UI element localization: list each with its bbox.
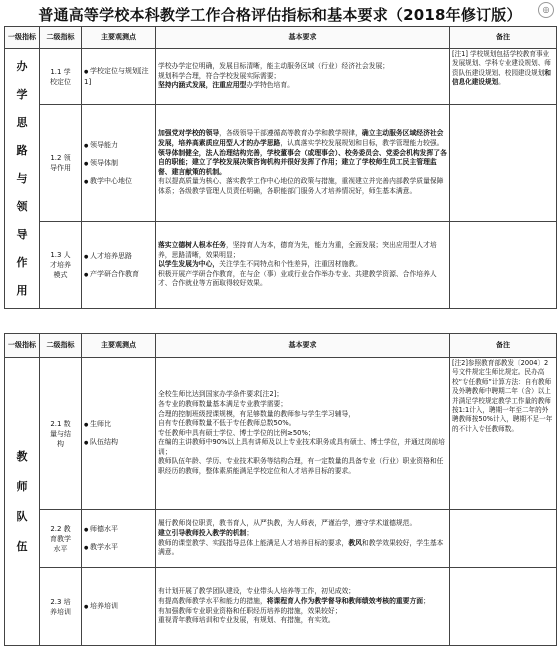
requirements-cell	[156, 105, 450, 222]
bullet-icon: ●	[84, 271, 90, 278]
document-title: 普通高等学校本科教学工作合格评估指标和基本要求（2018年修订版）	[38, 6, 522, 24]
remarks-cell	[450, 222, 557, 309]
text-run: 有加强教师专业职业资格和任职经历培养的措施，效果较好；	[158, 606, 342, 615]
requirement-line	[158, 587, 447, 597]
header-level1: 一级指标	[5, 27, 40, 49]
text-run: 合理的控制班级授课规模，有足够数量的教师参与学生学习辅导，	[158, 409, 356, 418]
requirement-line	[158, 429, 447, 439]
observation-point	[84, 267, 153, 282]
text-run: 教师的课堂教学、实践指导总体上能满足人才培养目标的要求，	[158, 538, 349, 547]
text-run: 教师队伍年龄、学历、专业技术职务等结构合理，有一定数量的具备专业（行业）职业资格和任职经历的教师，整体素质能满足学校定位和人才培养目标的要求。	[158, 457, 444, 476]
text-run: 重视青年教师培训和专业发展，有规划、有措施，有实效。	[158, 616, 335, 625]
observation-point	[84, 64, 153, 89]
text-run: 加强党对学校的领导	[158, 129, 220, 138]
text-run: ，各级领导干部遵循高等教育办学和教学规律，	[219, 129, 362, 138]
observation-point	[84, 435, 153, 450]
text-run: 各专业的教师数量基本满足专业教学需要；	[158, 399, 288, 408]
bullet-icon: ●	[84, 69, 90, 75]
level2-label: 1.3 人才培养模式	[50, 251, 71, 279]
observation-point	[84, 540, 153, 555]
requirement-line	[158, 539, 447, 558]
table-header-row	[5, 27, 557, 49]
requirements-cell	[156, 568, 450, 646]
requirements-cell	[156, 510, 450, 568]
table-row	[5, 49, 557, 105]
header-remarks: 备注	[450, 334, 557, 358]
remark-text	[452, 50, 554, 88]
point-label: 领导能力	[89, 140, 118, 149]
text-run: 办学特色培育。	[246, 81, 294, 90]
text-run: ；	[246, 528, 254, 537]
bullet-icon: ●	[84, 440, 90, 446]
text-run: ，认真落实学校发展规划和目标，教学管理能力较强。	[280, 139, 444, 148]
point-label: 培养培训	[89, 602, 118, 610]
remarks-cell	[450, 49, 557, 105]
point-label: 师德水平	[89, 525, 118, 533]
text-run: [注1] 学校规划包括学校教育事业发展规划、学科专业建设规划、师资队伍建设规划、校园建设规划	[452, 50, 551, 77]
observation-point	[84, 138, 153, 153]
observation-point	[84, 417, 153, 432]
observation-point	[84, 599, 153, 614]
requirement-line	[158, 390, 447, 400]
text-run: ；	[423, 596, 430, 605]
requirement-line	[158, 529, 447, 539]
header-level1: 一级指标	[5, 334, 40, 358]
point-label: 教学水平	[89, 543, 118, 551]
level2-label: 2.2 教育教学水平	[50, 524, 71, 553]
point-label: 学校定位与规划[注1]	[84, 67, 149, 86]
requirement-line	[158, 129, 447, 148]
level2-indicator	[40, 49, 82, 105]
observation-points	[82, 358, 156, 510]
table-row	[5, 510, 557, 568]
level2-label: 2.1 数量与结构	[50, 419, 71, 448]
text-run: 全校生师比达到国家办学条件要求[注2]；	[158, 390, 284, 399]
observation-point	[84, 156, 153, 171]
text-run: 建立引导教师投入教学的机制	[158, 528, 247, 537]
seal-icon: ◎	[538, 2, 554, 18]
level1-label: 教师队伍	[16, 449, 28, 553]
remarks-cell	[450, 105, 557, 222]
level1-indicator	[5, 49, 40, 309]
requirement-line	[158, 519, 447, 529]
requirement-line	[158, 241, 447, 260]
text-run: 有以提高质量为核心、落实教学工作中心地位的政策与措施，重视建立并完善内部教学质量保障体系；各级教学管理人员责任明确，各职能部门服务人才培养情况好，师生基本满意。	[158, 177, 444, 195]
point-label: 领导体制	[89, 158, 118, 167]
requirement-line	[158, 260, 447, 270]
observation-points	[82, 222, 156, 309]
observation-points	[82, 568, 156, 646]
requirement-line	[158, 419, 447, 429]
bullet-icon: ●	[84, 545, 90, 551]
bullet-icon: ●	[84, 142, 90, 149]
text-run: 学校办学定位明确，发展目标清晰，能主动服务区域（行业）经济社会发展；	[158, 62, 390, 71]
table-row	[5, 568, 557, 646]
text-run: 有计划开展了教学团队建设，专业带头人培养等工作，初见成效；	[158, 587, 356, 596]
text-run: ，坚持育人为本，德育为先，能力为重，全面发展；突出应用型人才培养，思路清晰，效果明显；	[158, 241, 437, 259]
requirement-line	[158, 72, 447, 82]
requirement-line	[158, 457, 447, 476]
text-run: 领导体制健全，法人治理结构完善，学校董事会（或理事会）、校务委员会、党委会机构发挥了各自的职能；建立了学校发展决策咨询机构并很好发挥了作用；建立了学校师生员工民主管理监督、建言献策的机制。	[158, 148, 447, 176]
requirement-line	[158, 410, 447, 420]
text-run: 自有专任教师数量不低于专任教师总数50%。	[158, 419, 296, 428]
point-label: 生师比	[89, 420, 111, 428]
requirement-line	[158, 270, 447, 289]
header-remarks: 备注	[450, 27, 557, 49]
remarks-cell	[450, 510, 557, 568]
text-run: 和信息化建设规划	[452, 68, 551, 87]
requirement-line	[158, 400, 447, 410]
table-row	[5, 105, 557, 222]
header-points: 主要观测点	[82, 27, 156, 49]
text-run: 确立主动服务区域经济社会发展，培养高素质应用型人才的办学思路	[158, 129, 444, 148]
point-label: 产学研合作教育	[89, 269, 139, 278]
observation-points	[82, 510, 156, 568]
text-run: 落实立德树人根本任务	[158, 241, 226, 250]
requirements-cell	[156, 49, 450, 105]
text-run: 在编的主讲教师中90%以上具有讲师及以上专业技术职务或具有硕士、博士学位，并通过岗前培训；	[158, 438, 445, 456]
level2-indicator	[40, 105, 82, 222]
requirement-line	[158, 62, 447, 72]
bullet-icon: ●	[84, 178, 90, 185]
level1-indicator	[5, 358, 40, 646]
point-label: 人才培养思路	[89, 251, 132, 260]
text-run: 履行教师岗位职责，教书育人，从严执教，为人师表，严谨治学，遵守学术道德规范。	[158, 519, 417, 528]
text-run: 将课程育人作为教学督导和教师绩效考核的重要方面	[266, 596, 424, 605]
text-run: 和教学效果较好，学生基本满意。	[158, 538, 444, 557]
observation-points	[82, 49, 156, 105]
level2-indicator	[40, 358, 82, 510]
header-level2: 二级指标	[40, 27, 82, 49]
level2-indicator	[40, 510, 82, 568]
level2-label: 2.3 培养培训	[50, 597, 71, 616]
requirement-line	[158, 616, 447, 626]
bullet-icon: ●	[84, 527, 90, 533]
text-run: 专任教师中具有硕士学位、博士学位的比例≥50%；	[158, 428, 315, 437]
observation-points	[82, 105, 156, 222]
requirement-line	[158, 177, 447, 196]
requirement-line	[158, 149, 447, 178]
criteria-table-1	[4, 26, 557, 309]
header-requirements: 基本要求	[156, 27, 450, 49]
requirements-cell	[156, 358, 450, 510]
text-run: [注2]参照教育部教发〔2004〕2号文件规定生师比规定。	[452, 359, 549, 377]
observation-point	[84, 174, 153, 189]
point-label: 教学中心地位	[89, 176, 132, 185]
requirement-line	[158, 597, 447, 607]
bullet-icon: ●	[84, 253, 90, 260]
point-label: 队伍结构	[89, 438, 118, 446]
requirement-line	[158, 438, 447, 457]
table-row	[5, 358, 557, 510]
table-row	[5, 222, 557, 309]
text-run: 民办高校“专任教师”计算方法：自有教师及外聘教师中聘期二年（含）以上并满足学校规定教学工作量的教师按1:1计入，聘期一年至二年的外聘教师按50%计入，聘期不足一年的不计入专任教师数。	[452, 368, 553, 433]
observation-point	[84, 522, 153, 537]
requirement-line	[158, 607, 447, 617]
text-run: 关注学生不同特点和个性差异，注重因材施教。	[219, 260, 362, 269]
text-run: 。	[498, 78, 505, 87]
header-requirements: 基本要求	[156, 334, 450, 358]
bullet-icon: ●	[84, 422, 90, 428]
text-run: 规划科学合理，符合学校发展实际需要；	[158, 71, 281, 80]
remarks-cell	[450, 568, 557, 646]
text-run: 教风	[348, 538, 362, 547]
header-level2: 二级指标	[40, 334, 82, 358]
criteria-table-2	[4, 333, 557, 646]
text-run: 有提高教师教学水平和能力的措施，	[158, 596, 267, 605]
remark-text	[452, 359, 554, 434]
bullet-icon: ●	[84, 160, 90, 167]
level2-indicator	[40, 222, 82, 309]
text-run: 以学生发展为中心，	[158, 260, 220, 269]
header-points: 主要观测点	[82, 334, 156, 358]
observation-point	[84, 249, 153, 264]
text-run: 积极开展产学研合作教育，在与企（事）业或行业合作举办专业、共建教学资源、合作培养人才、合作就业等方面取得较好效果。	[158, 269, 437, 288]
requirement-line	[158, 81, 447, 91]
requirements-cell	[156, 222, 450, 309]
bullet-icon: ●	[84, 604, 90, 610]
level2-label: 1.1 学校定位	[50, 67, 71, 86]
remarks-cell	[450, 358, 557, 510]
level2-indicator	[40, 568, 82, 646]
text-run: 坚持内涵式发展，注重应用型	[158, 81, 247, 90]
level1-label: 办学思路与领导作用	[16, 59, 28, 297]
level2-label: 1.2 领导作用	[50, 154, 71, 172]
table-header-row	[5, 334, 557, 358]
